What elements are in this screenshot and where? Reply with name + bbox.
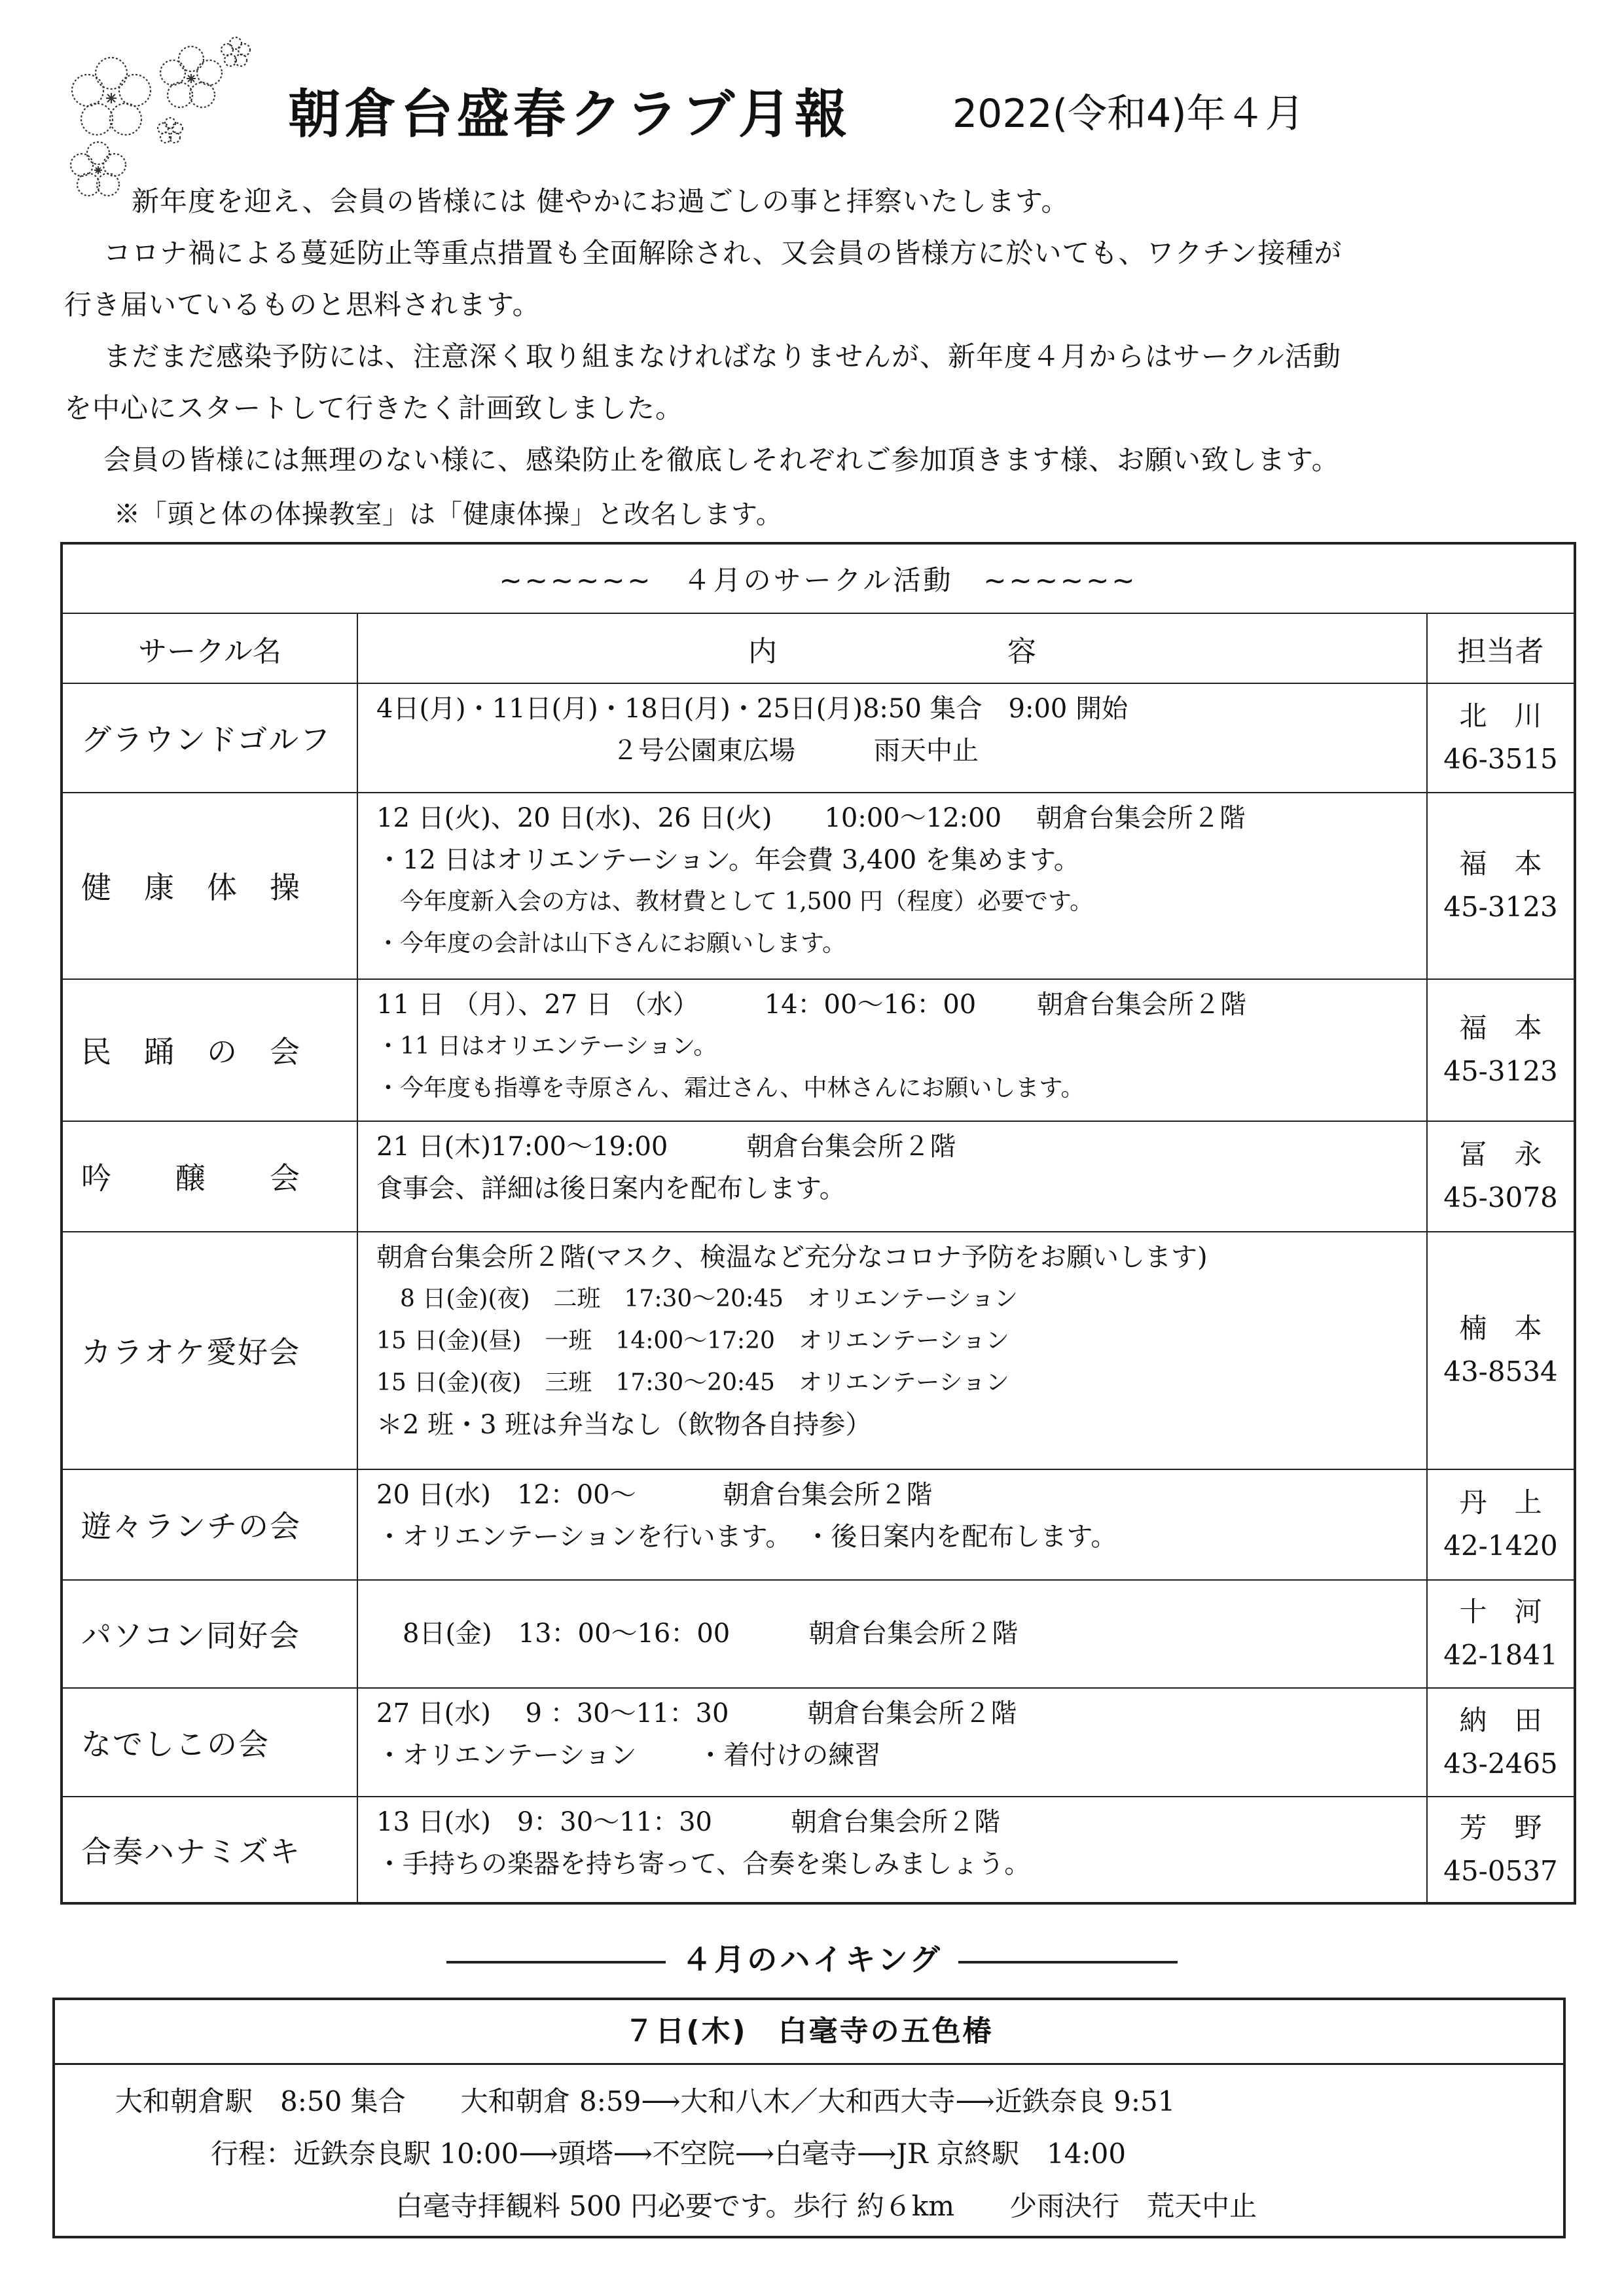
person-phone: 43-2465 — [1443, 1747, 1558, 1780]
content-line: ・12 日はオリエンテーション。年会費 3,400 を集めます。 — [376, 844, 1080, 875]
content-line: 8日(金) 13：00～16：00 朝倉台集会所２階 — [376, 1619, 1019, 1649]
page-title: 朝倉台盛春クラブ月報 — [288, 84, 851, 145]
circle-name: 合奏ハナミズキ — [62, 1797, 357, 1903]
person-in-charge — [1427, 1469, 1575, 1580]
header — [288, 72, 1401, 164]
content-line: 朝倉台集会所２階(マスク、検温など充分なコロナ予防をお願いします) — [376, 1242, 1208, 1272]
content-line: 8 日(金)(夜) 二班 17:30～20:45 オリエンテーション — [376, 1285, 1018, 1312]
circle-content — [357, 1688, 1427, 1797]
table-row — [62, 1580, 1575, 1688]
content-line: ・今年度も指導を寺原さん、霜辻さん、中林さんにお願いします。 — [376, 1074, 1085, 1102]
person-phone: 42-1420 — [1443, 1530, 1558, 1562]
circle-name: 遊々ランチの会 — [62, 1469, 357, 1580]
circle-content — [357, 1469, 1427, 1580]
person-in-charge — [1427, 793, 1575, 979]
circle-activity-table — [60, 542, 1576, 1905]
circle-content — [357, 1580, 1427, 1688]
person-phone: 45-0537 — [1443, 1855, 1558, 1888]
circle-name: なでしこの会 — [62, 1688, 357, 1797]
divider — [958, 1961, 1178, 1964]
content-line: 15 日(金)(夜) 三班 17:30～20:45 オリエンテーション — [376, 1369, 1009, 1396]
circle-name: パソコン同好会 — [62, 1580, 357, 1688]
person-in-charge — [1427, 1797, 1575, 1903]
content-line: 21 日(木)17:00～19:00 朝倉台集会所２階 — [376, 1131, 956, 1162]
table-row — [62, 683, 1575, 793]
person-in-charge — [1427, 683, 1575, 793]
circle-content — [357, 1797, 1427, 1903]
person-in-charge — [1427, 1121, 1575, 1232]
content-line: 13 日(水) 9：30～11：30 朝倉台集会所２階 — [376, 1807, 1000, 1838]
content-line: 27 日(水) 9 ：30～11：30 朝倉台集会所２階 — [376, 1698, 1017, 1729]
circle-name: 健 康 体 操 — [62, 793, 357, 979]
col-header-person: 担当者 — [1427, 613, 1575, 683]
content-line: 15 日(金)(昼) 一班 14:00～17:20 オリエンテーション — [376, 1327, 1009, 1354]
hiking-section-title — [0, 1936, 1624, 1982]
circle-name: グラウンドゴルフ — [62, 683, 357, 793]
content-line: 12 日(火)、20 日(水)、26 日(火) 10:00～12:00 朝倉台集会所２階 — [376, 802, 1246, 833]
hiking-heading: ７日(木) 白毫寺の五色椿 — [55, 2000, 1563, 2065]
circle-content — [357, 683, 1427, 793]
content-line: 11 日 （月）、27 日 （水） 14：00～16：00 朝倉台集会所２階 — [376, 989, 1246, 1020]
hiking-box — [52, 1998, 1566, 2238]
person-name: 十 河 — [1459, 1596, 1542, 1628]
content-line: ・今年度の会計は山下さんにお願いします。 — [376, 929, 846, 957]
intro-line: 行き届いているものと思料されます。 — [64, 289, 541, 321]
content-line: ・11 日はオリエンテーション。 — [376, 1032, 717, 1060]
intro-line: まだまだ感染予防には、注意深く取り組まなければなりませんが、新年度４月からはサークル活動 — [103, 340, 1341, 372]
flower-icon — [221, 37, 250, 66]
table-row — [62, 793, 1575, 979]
hiking-line: 行程：近鉄奈良駅 10:00⟶頭塔⟶不空院⟶白毫寺⟶JR 京終駅 14:00 — [211, 2138, 1127, 2170]
intro-line: コロナ禍による蔓延防止等重点措置も全面解除され、又会員の皆様方に於いても、ワクチン接種が — [103, 237, 1343, 269]
circle-section-title: ~~~~~~ ４月のサークル活動 ~~~~~~ — [62, 543, 1575, 613]
content-line: ・オリエンテーションを行います。 ・後日案内を配布します。 — [376, 1522, 1117, 1552]
circle-name: 民 踊 の 会 — [62, 979, 357, 1121]
person-phone: 45-3123 — [1443, 1055, 1558, 1088]
hiking-title-text: ４月のハイキング — [681, 1942, 943, 1977]
circle-name: 吟 醸 会 — [62, 1121, 357, 1232]
circle-content — [357, 1232, 1427, 1470]
col-header-content: 内 容 — [357, 613, 1427, 683]
content-line: ＊2 班・3 班は弁当なし（飲物各自持参） — [376, 1409, 872, 1440]
col-header-name: サークル名 — [62, 613, 357, 683]
content-line: 食事会、詳細は後日案内を配布します。 — [376, 1173, 846, 1204]
rename-note: ※「頭と体の体操教室」は「健康体操」と改名します。 — [114, 499, 783, 529]
person-phone: 43-8534 — [1443, 1355, 1558, 1388]
person-in-charge — [1427, 1232, 1575, 1470]
table-row — [62, 1121, 1575, 1232]
person-name: 福 本 — [1459, 848, 1542, 880]
content-line: 今年度新入会の方は、教材費として 1,500 円（程度）必要です。 — [376, 888, 1094, 915]
person-in-charge — [1427, 1688, 1575, 1797]
hiking-details — [55, 2065, 1563, 2233]
intro-line: を中心にスタートして行きたく計画致しました。 — [64, 392, 684, 424]
person-phone: 45-3123 — [1443, 891, 1558, 924]
flower-icon — [158, 118, 183, 143]
circle-name: カラオケ愛好会 — [62, 1232, 357, 1470]
content-line: ・手持ちの楽器を持ち寄って、合奏を楽しみましょう。 — [376, 1849, 1031, 1880]
person-in-charge — [1427, 979, 1575, 1121]
intro-line: 会員の皆様には無理のない様に、感染防止を徹底しそれぞれご参加頂きます様、お願い致します。 — [103, 444, 1340, 476]
table-row — [62, 1469, 1575, 1580]
person-name: 北 川 — [1459, 700, 1542, 732]
hiking-line: 白毫寺拝観料 500 円必要です。歩行 約６km 少雨決行 荒天中止 — [395, 2190, 1257, 2222]
person-name: 冨 永 — [1459, 1138, 1542, 1171]
person-name: 福 本 — [1459, 1012, 1542, 1045]
person-name: 芳 野 — [1459, 1812, 1542, 1844]
content-line: 4日(月)・11日(月)・18日(月)・25日(月)8:50 集合 9:00 開始 — [376, 693, 1128, 724]
table-row — [62, 1232, 1575, 1470]
person-phone: 42-1841 — [1443, 1639, 1558, 1672]
intro-line: 新年度を迎え、会員の皆様には 健やかにお過ごしの事と拝察いたします。 — [103, 185, 1070, 217]
person-in-charge — [1427, 1580, 1575, 1688]
table-row — [62, 1797, 1575, 1903]
circle-content — [357, 979, 1427, 1121]
content-line: 20 日(水) 12：00～ 朝倉台集会所２階 — [376, 1480, 933, 1511]
person-phone: 46-3515 — [1443, 743, 1558, 776]
person-phone: 45-3078 — [1443, 1181, 1558, 1214]
table-row — [62, 1688, 1575, 1797]
intro-text — [64, 175, 1563, 543]
content-line: ２号公園東広場 雨天中止 — [376, 735, 979, 766]
issue-date: 2022(令和4)年４月 — [952, 91, 1305, 137]
circle-content — [357, 793, 1427, 979]
person-name: 納 田 — [1459, 1704, 1542, 1736]
person-name: 楠 本 — [1459, 1312, 1542, 1345]
content-line: ・オリエンテーション ・着付けの練習 — [376, 1740, 881, 1770]
table-row — [62, 979, 1575, 1121]
hiking-line: 大和朝倉駅 8:50 集合 大和朝倉 8:59⟶大和八木／大和西大寺⟶近鉄奈良 9:51 — [115, 2085, 1176, 2117]
person-name: 丹 上 — [1459, 1486, 1542, 1519]
circle-content — [357, 1121, 1427, 1232]
divider — [446, 1961, 666, 1964]
